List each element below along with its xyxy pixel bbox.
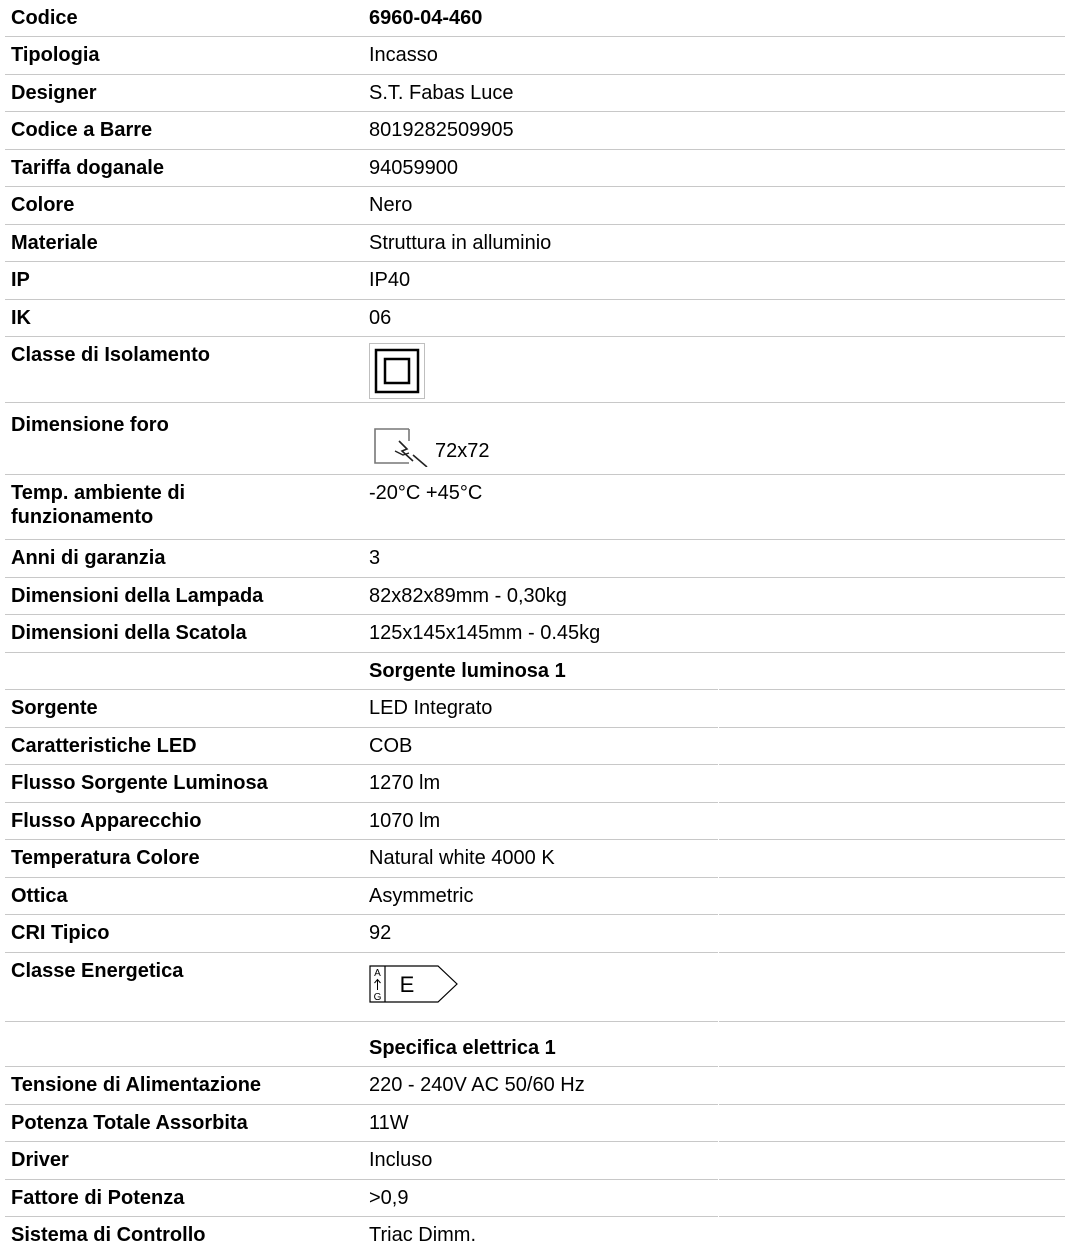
spec-value: -20°C +45°C <box>369 482 483 504</box>
spec-label: Temp. ambiente di funzionamento <box>11 482 186 528</box>
spec-row-energy-class <box>5 953 1065 1022</box>
spec-label: Temperatura Colore <box>11 847 200 869</box>
spec-row-color <box>5 187 1065 225</box>
spec-label: Sistema di Controllo <box>11 1224 206 1246</box>
spec-value: Nero <box>369 194 413 216</box>
spec-row-designer <box>5 75 1065 112</box>
spec-label: Materiale <box>11 232 98 254</box>
spec-label: Sorgente <box>11 697 98 719</box>
spec-row-voltage <box>5 1067 1065 1105</box>
spec-row-lamp-dimensions <box>5 578 1065 615</box>
spec-row-box-dimensions <box>5 615 1065 653</box>
spec-label: Potenza Totale Assorbita <box>11 1112 248 1134</box>
spec-label: Codice a Barre <box>11 119 153 141</box>
spec-value: 3 <box>369 547 381 569</box>
spec-label: Colore <box>11 194 75 216</box>
spec-row-source-flux <box>5 765 1065 803</box>
spec-row-barcode <box>5 112 1065 150</box>
spec-label: IP <box>11 269 30 291</box>
spec-label: Tipologia <box>11 44 100 66</box>
spec-label: Dimensioni della Scatola <box>11 622 247 644</box>
spec-row-material <box>5 225 1065 262</box>
spec-value: 11W <box>369 1112 409 1134</box>
spec-value: 92 <box>369 922 392 944</box>
spec-value: COB <box>369 735 413 757</box>
energy-class-value: E <box>399 972 415 997</box>
spec-row-optic <box>5 878 1065 915</box>
spec-value: 220 - 240V AC 50/60 Hz <box>369 1074 585 1096</box>
spec-value: Incasso <box>369 44 438 66</box>
spec-label: Classe di Isolamento <box>11 344 210 366</box>
spec-row-temperature <box>5 475 1065 540</box>
spec-row-driver <box>5 1142 1065 1180</box>
spec-row-ik <box>5 300 1065 337</box>
spec-label: IK <box>11 307 31 329</box>
spec-value: Incluso <box>369 1149 433 1171</box>
spec-label: Flusso Sorgente Luminosa <box>11 772 268 794</box>
spec-value: 82x82x89mm - 0,30kg <box>369 585 567 607</box>
spec-value: >0,9 <box>369 1187 409 1209</box>
spec-row-device-flux <box>5 803 1065 840</box>
spec-row-type <box>5 37 1065 75</box>
energy-scale-top: A <box>374 968 381 979</box>
section-header-light-source <box>5 653 1065 690</box>
spec-row-insulation <box>5 337 1065 403</box>
spec-value: 06 <box>369 307 392 329</box>
spec-label: Designer <box>11 82 97 104</box>
spec-row-warranty <box>5 540 1065 578</box>
spec-row-hole <box>5 403 1065 475</box>
spec-label: Dimensioni della Lampada <box>11 585 264 607</box>
spec-label: CRI Tipico <box>11 922 110 944</box>
energy-class-label-icon <box>369 965 461 1011</box>
spec-value: 1270 lm <box>369 772 441 794</box>
cutout-hole-icon <box>369 427 431 473</box>
spec-row-cri <box>5 915 1065 953</box>
spec-label: Driver <box>11 1149 69 1171</box>
spec-row-led <box>5 728 1065 765</box>
spec-value: 125x145x145mm - 0.45kg <box>369 622 601 644</box>
column-gap <box>718 653 719 1247</box>
spec-label: Tariffa doganale <box>11 157 164 179</box>
spec-label: Caratteristiche LED <box>11 735 197 757</box>
energy-scale-bottom: G <box>373 992 382 1003</box>
section-title: Sorgente luminosa 1 <box>369 660 566 682</box>
spec-label: Anni di garanzia <box>11 547 166 569</box>
spec-value: Asymmetric <box>369 885 474 907</box>
spec-value: Struttura in alluminio <box>369 232 552 254</box>
spec-value: Triac Dimm. <box>369 1224 477 1246</box>
spec-row-tariff <box>5 150 1065 187</box>
spec-label: Tensione di Alimentazione <box>11 1074 262 1096</box>
spec-value: S.T. Fabas Luce <box>369 82 514 104</box>
spec-label: Codice <box>11 7 78 29</box>
spec-row-control <box>5 1217 1065 1247</box>
spec-value: LED Integrato <box>369 697 493 719</box>
spec-value: 6960-04-460 <box>369 7 483 29</box>
spec-value: IP40 <box>369 269 411 291</box>
spec-label: Ottica <box>11 885 68 907</box>
spec-label: Classe Energetica <box>11 960 184 982</box>
spec-value: 8019282509905 <box>369 119 514 141</box>
spec-row-ip <box>5 262 1065 300</box>
spec-value: Natural white 4000 K <box>369 847 555 869</box>
spec-row-power <box>5 1105 1065 1142</box>
spec-row-power-factor <box>5 1180 1065 1217</box>
hole-size-value: 72x72 <box>435 440 490 462</box>
spec-value: 94059900 <box>369 157 458 179</box>
spec-row-source <box>5 690 1065 728</box>
double-insulation-class-ii-icon <box>369 343 425 405</box>
spec-row-color-temperature <box>5 840 1065 878</box>
spec-label: Flusso Apparecchio <box>11 810 202 832</box>
spec-value: 1070 lm <box>369 810 441 832</box>
spec-label: Fattore di Potenza <box>11 1187 185 1209</box>
spec-label: Dimensione foro <box>11 414 169 436</box>
spec-row-code <box>5 0 1065 37</box>
section-title: Specifica elettrica 1 <box>369 1037 556 1059</box>
section-header-electrical <box>5 1022 1065 1067</box>
